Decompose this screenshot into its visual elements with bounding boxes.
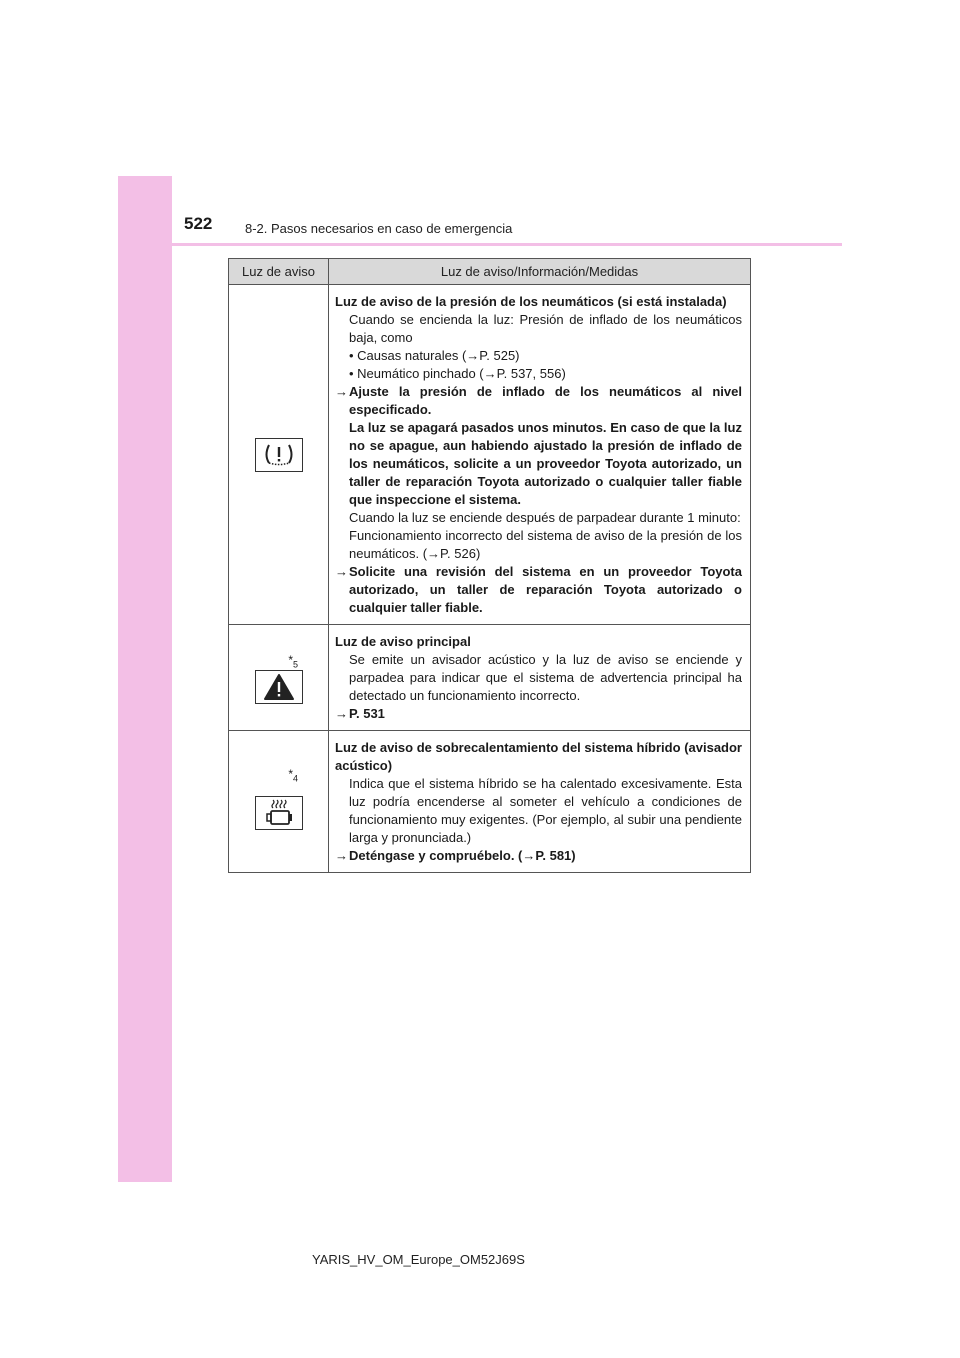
column-header-info: Luz de aviso/Información/Medidas	[329, 259, 751, 285]
action-text: Deténgase y compruébelo. (→P. 581)	[349, 848, 576, 863]
document-code: YARIS_HV_OM_Europe_OM52J69S	[312, 1252, 525, 1267]
master-warning-icon	[255, 670, 303, 704]
warning-table	[228, 258, 750, 873]
icon-cell	[229, 731, 329, 873]
page-number: 522	[184, 214, 213, 233]
icon-cell	[229, 625, 329, 731]
paragraph: Cuando la luz se enciende después de parpadear durante 1 minuto:	[349, 510, 741, 525]
row-title: Luz de aviso de sobrecalentamiento del sistema híbrido (avisador acústico)	[335, 740, 742, 773]
action-item	[335, 563, 742, 617]
paragraph: Funcionamiento incorrecto del sistema de aviso de la presión de los neumáticos. (→P. 526)	[349, 528, 742, 561]
row-title: Luz de aviso de la presión de los neumáticos (si está instalada)	[335, 294, 727, 309]
action-item	[335, 705, 742, 723]
row-title: Luz de aviso principal	[335, 634, 471, 649]
paragraph: Se emite un avisador acústico y la luz de aviso se enciende y parpadea para indicar que el sistema de advertencia principal ha detectado un funcionamiento incorrecto.	[349, 652, 742, 703]
info-cell	[329, 285, 751, 625]
footnote-mark: $*_4$	[288, 767, 298, 784]
bullet-item: • Neumático pinchado (→P. 537, 556)	[349, 366, 566, 381]
tire-pressure-warning-icon	[255, 438, 303, 472]
action-text: P. 531	[349, 706, 385, 721]
icon-cell	[229, 285, 329, 625]
side-band	[118, 176, 172, 1182]
arrow-glyph: →	[335, 564, 348, 579]
arrow-glyph: →	[335, 706, 348, 721]
paragraph: Cuando se encienda la luz: Presión de inflado de los neumáticos baja, como	[349, 312, 742, 345]
action-text: Solicite una revisión del sistema en un proveedor Toyota autorizado, un taller de reparación Toyota autorizado o cualquier taller fiable.	[349, 564, 742, 615]
table-row	[229, 731, 751, 873]
footnote-mark: $*_5$	[288, 653, 298, 670]
action-text: Ajuste la presión de inflado de los neumáticos al nivel especificado.	[349, 384, 742, 417]
paragraph: Indica que el sistema híbrido se ha calentado excesivamente. Esta luz podría encenderse al someter el vehículo a condiciones de funcionamiento muy exigentes. (Por ejemplo, al subir una pendiente larga y pronunciada.)	[349, 776, 742, 845]
info-cell	[329, 625, 751, 731]
column-header-icon: Luz de aviso	[229, 259, 329, 285]
hybrid-overheat-icon	[255, 796, 303, 830]
section-title: 8-2. Pasos necesarios en caso de emergencia	[245, 221, 513, 236]
arrow-glyph: →	[335, 848, 348, 863]
arrow-glyph: →	[335, 384, 348, 399]
table-row	[229, 625, 751, 731]
bullet-item: • Causas naturales (→P. 525)	[349, 348, 520, 363]
info-cell	[329, 731, 751, 873]
table-header-row	[229, 259, 751, 285]
table-row	[229, 285, 751, 625]
action-item	[335, 383, 742, 419]
action-item	[335, 847, 742, 865]
action-detail: La luz se apagará pasados unos minutos. En caso de que la luz no se apague, aun habiendo ajustado la presión de inflado de los neumáticos, solicite a un proveedor Toyota autorizado, un taller de reparación Toyota autorizado o cualquier taller fiable que inspeccione el sistema.	[349, 420, 742, 507]
header-rule	[118, 243, 842, 246]
